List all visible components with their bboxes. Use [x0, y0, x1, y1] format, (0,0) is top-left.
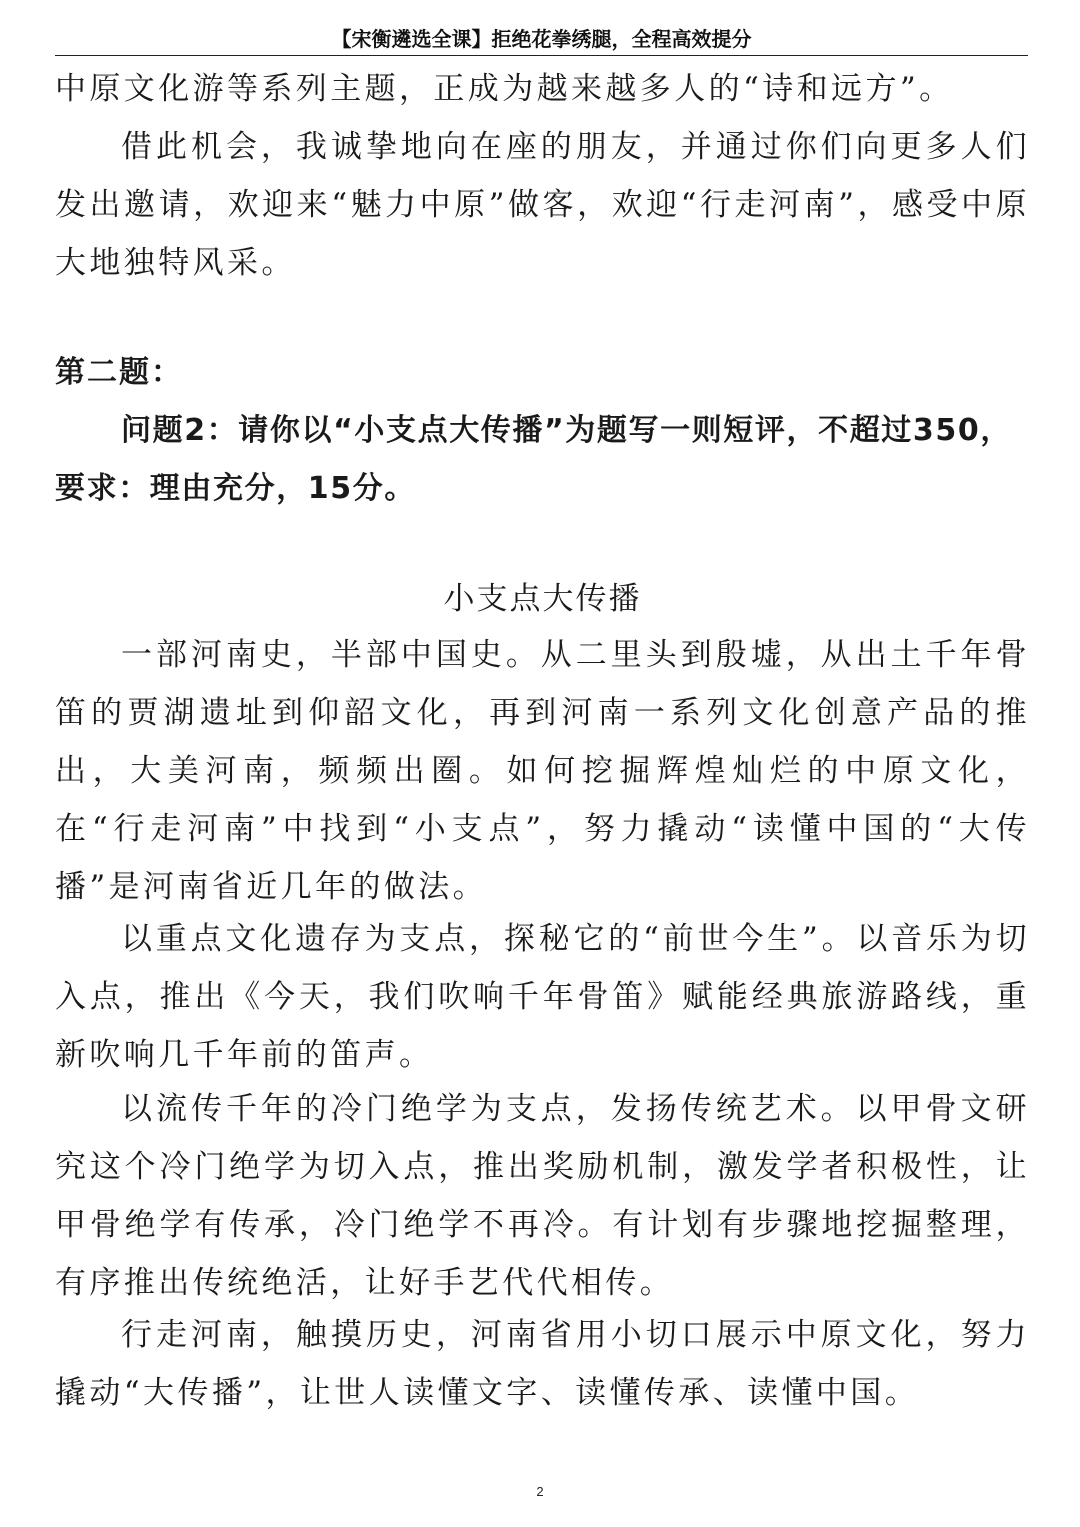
intro-paragraph-tail: 中原文化游等系列主题，正成为越来越多人的“诗和远方”。 — [55, 71, 954, 107]
essay-title: 小支点大传播 — [443, 581, 642, 617]
page-number: 2 — [536, 1484, 544, 1499]
question-number-heading: 第二题： — [55, 355, 183, 390]
question-prompt: 问题2：请你以“小支点大传播”为题写一则短评，不超过350，要求：理由充分，15分。 — [55, 413, 1012, 506]
essay-paragraph-1: 一部河南史，半部中国史。从二里头到殷墟，从出土千年骨笛的贾湖遗址到仰韶文化，再到河南一系列文化创意产品的推出，大美河南，频频出圈。如何挖掘辉煌灿烂的中原文化，在“行走河南”中找到“小支点”，努力撬动“读懂中国的“大传播”是河南省近几年的做法。 — [55, 637, 1030, 905]
essay-paragraph-3: 以流传千年的冷门绝学为支点，发扬传统艺术。以甲骨文研究这个冷门绝学为切入点，推出奖励机制，激发学者积极性，让甲骨绝学有传承，冷门绝学不再冷。有计划有步骤地挖掘整理，有序推出传统绝活，让好手艺代代相传。 — [55, 1091, 1030, 1301]
page-header: 【宋衡遴选全课】拒绝花拳绣腿，全程高效提分 — [55, 22, 1028, 56]
intro-paragraph-invitation: 借此机会，我诚挚地向在座的朋友，并通过你们向更多人们发出邀请，欢迎来“魅力中原”做客，欢迎“行走河南”，感受中原大地独特风采。 — [55, 129, 1030, 281]
essay-paragraph-2: 以重点文化遗存为支点，探秘它的“前世今生”。以音乐为切入点，推出《今天，我们吹响千年骨笛》赋能经典旅游路线，重新吹响几千年前的笛声。 — [55, 921, 1030, 1073]
essay-paragraph-4: 行走河南，触摸历史，河南省用小切口展示中原文化，努力撬动“大传播”，让世人读懂文字、读懂传承、读懂中国。 — [55, 1317, 1030, 1411]
